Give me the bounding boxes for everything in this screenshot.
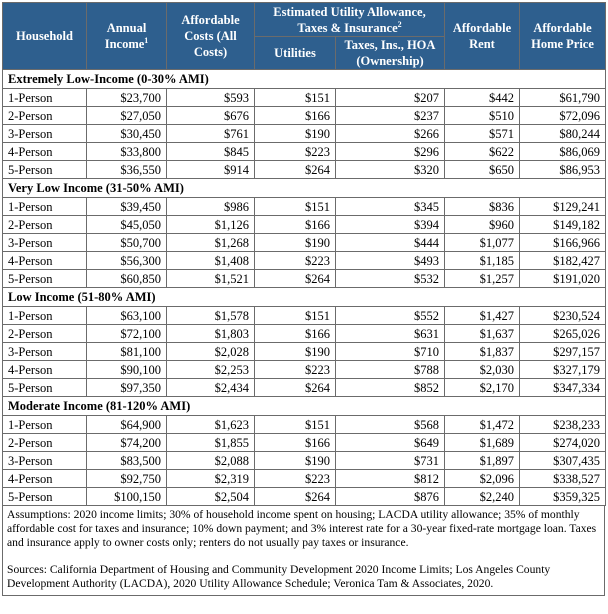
- table-cell: $33,800: [87, 143, 167, 161]
- table-cell: $812: [336, 470, 445, 488]
- table-body: [3, 70, 606, 506]
- table-cell: $2,030: [445, 361, 520, 379]
- table-cell: 3-Person: [3, 234, 87, 252]
- table-cell: $2,253: [167, 361, 255, 379]
- table-cell: $1,897: [445, 452, 520, 470]
- table-cell: $347,334: [520, 379, 606, 397]
- table-cell: 4-Person: [3, 143, 87, 161]
- table-cell: $649: [336, 434, 445, 452]
- table-cell: $1,257: [445, 270, 520, 288]
- col-header-annual-income: Annual Income$^1$: [87, 3, 167, 70]
- affordability-document: [2, 2, 605, 596]
- section-header-row: [3, 70, 606, 89]
- table-cell: $852: [336, 379, 445, 397]
- table-row: [3, 198, 606, 216]
- table-cell: $223: [255, 470, 336, 488]
- col-header-utilities: Utilities: [255, 37, 336, 70]
- table-cell: $45,050: [87, 216, 167, 234]
- table-cell: $264: [255, 379, 336, 397]
- table-cell: $72,100: [87, 325, 167, 343]
- table-cell: 2-Person: [3, 216, 87, 234]
- table-cell: $190: [255, 343, 336, 361]
- sources-note: Sources: California Department of Housing and Community Development 2020 Income Limits; Los Angeles County Development Authority (LACDA), 2020 Utility Allowance Schedule; Veronica Tam & Associates, 2020.: [7, 562, 551, 590]
- table-cell: $190: [255, 234, 336, 252]
- table-cell: $1,472: [445, 416, 520, 434]
- table-cell: $149,182: [520, 216, 606, 234]
- table-cell: $394: [336, 216, 445, 234]
- table-cell: $90,100: [87, 361, 167, 379]
- table-cell: $444: [336, 234, 445, 252]
- table-cell: $338,527: [520, 470, 606, 488]
- table-row: [3, 125, 606, 143]
- footnote-1: 1: [144, 35, 149, 45]
- table-cell: $61,790: [520, 89, 606, 107]
- table-cell: $1,578: [167, 307, 255, 325]
- table-cell: $761: [167, 125, 255, 143]
- section-title: Extremely Low-Income (0-30% AMI): [3, 70, 606, 89]
- col-header-affordable-home-price: Affordable Home Price: [520, 3, 606, 70]
- table-cell: $72,096: [520, 107, 606, 125]
- affordability-table: [2, 2, 606, 506]
- table-cell: $151: [255, 307, 336, 325]
- table-notes: [2, 506, 605, 596]
- table-cell: $92,750: [87, 470, 167, 488]
- table-cell: $710: [336, 343, 445, 361]
- table-cell: $50,700: [87, 234, 167, 252]
- assumptions-note: Assumptions: 2020 income limits; 30% of household income spent on housing; LACDA utility allowance; 35% of monthly affordable cost for taxes and insurance; 10% down payment; and 3% interest rate for a 30-year fixed-rate mortgage loan. Taxes and insurance apply to owner costs only; renters do not usually pay taxes or insurance.: [7, 508, 597, 550]
- table-cell: $151: [255, 416, 336, 434]
- table-row: [3, 107, 606, 125]
- table-cell: 5-Person: [3, 270, 87, 288]
- table-row: [3, 161, 606, 179]
- table-cell: 2-Person: [3, 434, 87, 452]
- table-cell: 1-Person: [3, 89, 87, 107]
- table-cell: $914: [167, 161, 255, 179]
- table-row: [3, 234, 606, 252]
- table-row: [3, 307, 606, 325]
- table-cell: $74,200: [87, 434, 167, 452]
- table-cell: $320: [336, 161, 445, 179]
- table-cell: $2,240: [445, 488, 520, 506]
- table-cell: $237: [336, 107, 445, 125]
- col-header-affordable-costs: Affordable Costs (All Costs): [167, 3, 255, 70]
- table-row: [3, 216, 606, 234]
- table-cell: $166: [255, 107, 336, 125]
- table-cell: $327,179: [520, 361, 606, 379]
- table-cell: $191,020: [520, 270, 606, 288]
- table-cell: $151: [255, 89, 336, 107]
- table-cell: 3-Person: [3, 125, 87, 143]
- table-cell: $2,434: [167, 379, 255, 397]
- section-title: Moderate Income (81-120% AMI): [3, 397, 606, 416]
- table-cell: $151: [255, 198, 336, 216]
- table-cell: $2,504: [167, 488, 255, 506]
- table-row: [3, 488, 606, 506]
- table-cell: $190: [255, 452, 336, 470]
- table-row: [3, 416, 606, 434]
- table-cell: $1,126: [167, 216, 255, 234]
- table-cell: $296: [336, 143, 445, 161]
- table-cell: $986: [167, 198, 255, 216]
- table-cell: $307,435: [520, 452, 606, 470]
- table-cell: $81,100: [87, 343, 167, 361]
- table-cell: $166: [255, 434, 336, 452]
- table-cell: $264: [255, 488, 336, 506]
- table-cell: $80,244: [520, 125, 606, 143]
- table-cell: $2,028: [167, 343, 255, 361]
- table-cell: $1,077: [445, 234, 520, 252]
- table-cell: $166: [255, 216, 336, 234]
- table-cell: $265,026: [520, 325, 606, 343]
- table-cell: 2-Person: [3, 325, 87, 343]
- table-cell: 5-Person: [3, 379, 87, 397]
- table-cell: $631: [336, 325, 445, 343]
- table-row: [3, 143, 606, 161]
- section-title: Low Income (51-80% AMI): [3, 288, 606, 307]
- table-row: [3, 434, 606, 452]
- table-cell: $207: [336, 89, 445, 107]
- table-cell: $1,427: [445, 307, 520, 325]
- col-header-taxes: Taxes, Ins., HOA (Ownership): [336, 37, 445, 70]
- table-cell: $2,088: [167, 452, 255, 470]
- table-cell: $1,837: [445, 343, 520, 361]
- table-cell: $36,550: [87, 161, 167, 179]
- table-cell: $845: [167, 143, 255, 161]
- table-cell: $2,096: [445, 470, 520, 488]
- table-cell: $510: [445, 107, 520, 125]
- table-cell: $532: [336, 270, 445, 288]
- table-cell: $30,450: [87, 125, 167, 143]
- table-row: [3, 325, 606, 343]
- table-cell: $568: [336, 416, 445, 434]
- table-cell: $1,185: [445, 252, 520, 270]
- table-cell: 5-Person: [3, 161, 87, 179]
- table-cell: $836: [445, 198, 520, 216]
- table-cell: $676: [167, 107, 255, 125]
- table-cell: $223: [255, 143, 336, 161]
- table-cell: $2,170: [445, 379, 520, 397]
- col-header-household: Household: [3, 3, 87, 70]
- table-cell: $622: [445, 143, 520, 161]
- table-cell: 4-Person: [3, 252, 87, 270]
- table-cell: $86,953: [520, 161, 606, 179]
- table-cell: $442: [445, 89, 520, 107]
- table-cell: 1-Person: [3, 307, 87, 325]
- table-cell: $86,069: [520, 143, 606, 161]
- table-cell: $297,157: [520, 343, 606, 361]
- table-cell: 3-Person: [3, 452, 87, 470]
- table-cell: $650: [445, 161, 520, 179]
- table-cell: $274,020: [520, 434, 606, 452]
- table-cell: $1,803: [167, 325, 255, 343]
- table-cell: $876: [336, 488, 445, 506]
- table-cell: $182,427: [520, 252, 606, 270]
- table-row: [3, 361, 606, 379]
- table-cell: 1-Person: [3, 416, 87, 434]
- table-cell: $23,700: [87, 89, 167, 107]
- table-row: [3, 379, 606, 397]
- table-cell: 4-Person: [3, 361, 87, 379]
- table-cell: 5-Person: [3, 488, 87, 506]
- table-cell: $264: [255, 161, 336, 179]
- footnote-2: 2: [397, 19, 402, 29]
- section-title: Very Low Income (31-50% AMI): [3, 179, 606, 198]
- table-cell: $39,450: [87, 198, 167, 216]
- table-cell: 2-Person: [3, 107, 87, 125]
- table-row: [3, 470, 606, 488]
- table-cell: $60,850: [87, 270, 167, 288]
- table-cell: 4-Person: [3, 470, 87, 488]
- table-cell: $960: [445, 216, 520, 234]
- col-header-affordable-rent: Affordable Rent: [445, 3, 520, 70]
- table-cell: $166: [255, 325, 336, 343]
- table-cell: $345: [336, 198, 445, 216]
- table-cell: $359,325: [520, 488, 606, 506]
- table-cell: $1,637: [445, 325, 520, 343]
- table-cell: $83,500: [87, 452, 167, 470]
- table-cell: $223: [255, 361, 336, 379]
- table-cell: $166,966: [520, 234, 606, 252]
- table-cell: $1,623: [167, 416, 255, 434]
- table-cell: $788: [336, 361, 445, 379]
- table-cell: $56,300: [87, 252, 167, 270]
- section-header-row: [3, 179, 606, 198]
- table-cell: $64,900: [87, 416, 167, 434]
- table-cell: $2,319: [167, 470, 255, 488]
- table-cell: $1,268: [167, 234, 255, 252]
- col-header-estimated-group: Estimated Utility Allowance, Taxes & Insurance$^2$: [255, 3, 445, 37]
- table-cell: $190: [255, 125, 336, 143]
- table-cell: $238,233: [520, 416, 606, 434]
- table-cell: $230,524: [520, 307, 606, 325]
- table-cell: $129,241: [520, 198, 606, 216]
- table-cell: $266: [336, 125, 445, 143]
- table-cell: $1,521: [167, 270, 255, 288]
- table-row: [3, 343, 606, 361]
- table-cell: $552: [336, 307, 445, 325]
- table-cell: 1-Person: [3, 198, 87, 216]
- table-row: [3, 452, 606, 470]
- table-cell: $593: [167, 89, 255, 107]
- section-header-row: [3, 397, 606, 416]
- section-header-row: [3, 288, 606, 307]
- table-cell: $493: [336, 252, 445, 270]
- table-cell: 3-Person: [3, 343, 87, 361]
- table-cell: $571: [445, 125, 520, 143]
- table-row: [3, 252, 606, 270]
- table-row: [3, 89, 606, 107]
- table-cell: $1,855: [167, 434, 255, 452]
- table-cell: $731: [336, 452, 445, 470]
- table-cell: $97,350: [87, 379, 167, 397]
- table-cell: $27,050: [87, 107, 167, 125]
- table-cell: $100,150: [87, 488, 167, 506]
- table-row: [3, 270, 606, 288]
- table-cell: $1,408: [167, 252, 255, 270]
- table-cell: $264: [255, 270, 336, 288]
- table-header: [3, 3, 606, 70]
- table-cell: $223: [255, 252, 336, 270]
- table-cell: $1,689: [445, 434, 520, 452]
- table-cell: $63,100: [87, 307, 167, 325]
